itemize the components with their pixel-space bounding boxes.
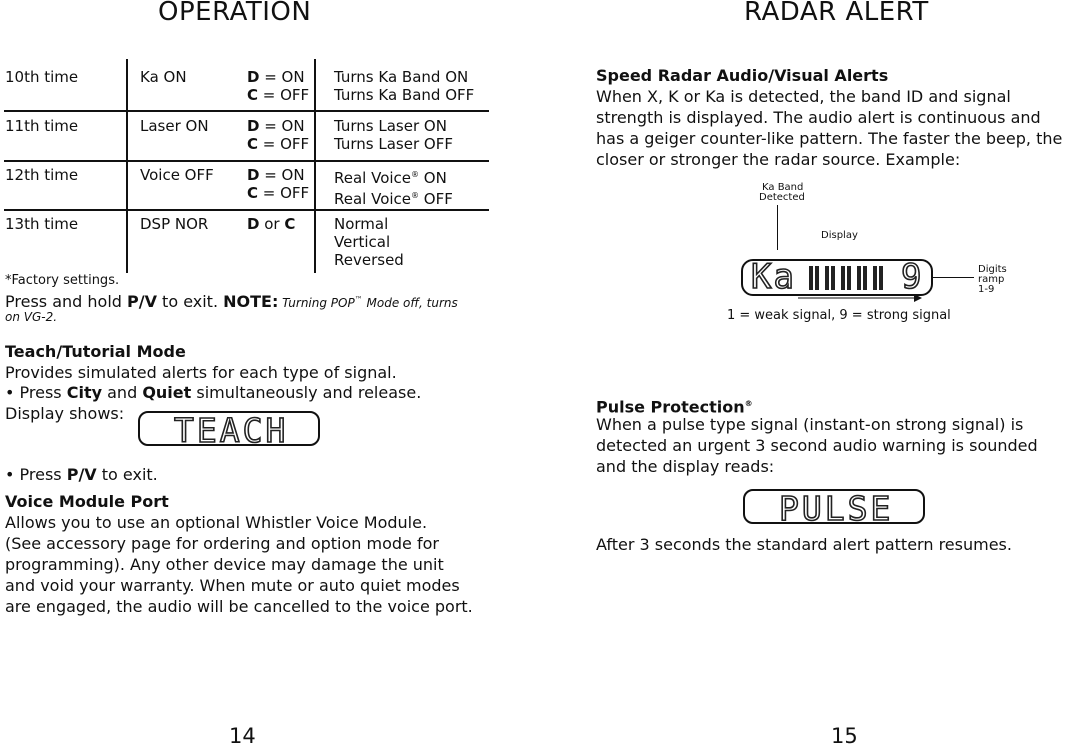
table-cell-time: 11th time (5, 117, 79, 135)
exit-key: P/V (127, 292, 157, 311)
result-off: Real Voice (334, 190, 412, 208)
pulse-after: After 3 seconds the standard alert pattern resumes. (596, 535, 1012, 554)
label-display: Display (821, 230, 858, 241)
speed-line: strength is displayed. The audio alert is continuous and (596, 108, 1041, 127)
exit-note (5, 289, 495, 314)
voice-line: are engaged, the audio will be cancelled to the voice port. (5, 597, 473, 616)
city-key: City (66, 383, 103, 402)
voice-line: and void your warranty. When mute or auto quiet modes (5, 576, 460, 595)
bullet-text: simultaneously and release. (191, 383, 422, 402)
label-ka-band: Ka Band (762, 182, 804, 193)
signal-caption: 1 = weak signal, 9 = strong signal (727, 308, 951, 323)
key-d: D (247, 117, 260, 135)
trademark-mark: ™ (354, 295, 363, 304)
signal-bar (873, 266, 877, 290)
table-cell-mode: DSP NOR (140, 215, 209, 233)
result-on-tail: ON (419, 169, 447, 187)
result-vertical: Vertical (334, 233, 391, 251)
speed-heading: Speed Radar Audio/Visual Alerts (596, 66, 889, 85)
signal-bar (841, 266, 845, 290)
signal-bar (825, 266, 829, 290)
table-row-divider (4, 209, 489, 211)
table-cell-keys (247, 68, 309, 104)
voice-line: (See accessory page for ordering and option mode for (5, 534, 439, 553)
key-action: or (259, 215, 285, 233)
key-d: D (247, 166, 260, 184)
signal-display (741, 259, 933, 296)
signal-bar (857, 266, 861, 290)
exit-note-pre: Press and hold (5, 292, 127, 311)
table-divider (126, 59, 128, 273)
result-on: Turns Laser ON (334, 117, 447, 135)
pulse-display-text: PULSE (779, 489, 894, 528)
signal-bar (847, 266, 851, 290)
signal-bar (863, 266, 867, 290)
key-c: C (247, 184, 259, 202)
ramp-arrow (798, 293, 922, 303)
registered-mark: ® (744, 399, 753, 408)
right-page-number: 15 (831, 724, 858, 748)
exit-note-mid: to exit. (156, 292, 224, 311)
key-action: = OFF (258, 86, 310, 104)
connector-line (933, 277, 974, 278)
note-text: Mode off, turns (362, 296, 458, 310)
result-normal: Normal (334, 215, 389, 233)
signal-bar (809, 266, 813, 290)
key-d: D (247, 215, 260, 233)
result-on: Turns Ka Band ON (334, 68, 469, 86)
key-c: C (284, 215, 296, 233)
result-off-tail: OFF (419, 190, 453, 208)
table-cell-time: 13th time (5, 215, 79, 233)
registered-mark: ® (411, 170, 420, 179)
label-digits: Digits (978, 264, 1007, 275)
registered-mark: ® (411, 191, 420, 200)
signal-bar (879, 266, 883, 290)
pulse-line: detected an urgent 3 second audio warning is sounded (596, 436, 1038, 455)
bullet-text: • Press (5, 465, 67, 484)
teach-description: Provides simulated alerts for each type of signal. (5, 363, 397, 382)
pulse-line: When a pulse type signal (instant-on strong signal) is (596, 415, 1024, 434)
table-cell-keys (247, 117, 309, 153)
bullet-text: and (102, 383, 143, 402)
left-page-title: OPERATION (158, 0, 312, 27)
voice-heading: Voice Module Port (5, 492, 169, 511)
label-range: 1-9 (978, 284, 995, 295)
table-divider (314, 59, 316, 273)
voice-line: programming). Any other device may damage the unit (5, 555, 444, 574)
key-action: = ON (259, 166, 305, 184)
label-detected: Detected (759, 192, 805, 203)
teach-heading: Teach/Tutorial Mode (5, 342, 186, 361)
teach-bullet-1 (5, 382, 421, 403)
table-cell-mode: Laser ON (140, 117, 209, 135)
result-off: Turns Ka Band OFF (334, 86, 475, 104)
bullet-text: • Press (5, 383, 67, 402)
pulse-heading-text: Pulse Protection (596, 397, 745, 417)
speed-line: closer or stronger the radar source. Example: (596, 150, 961, 169)
speed-line: When X, K or Ka is detected, the band ID and signal (596, 87, 1011, 106)
pulse-line: and the display reads: (596, 457, 775, 476)
voice-line: Allows you to use an optional Whistler Voice Module. (5, 513, 428, 532)
right-page-title: RADAR ALERT (744, 0, 929, 27)
table-row-divider (4, 160, 489, 162)
note-label: NOTE: (223, 292, 279, 311)
quiet-key: Quiet (142, 383, 192, 402)
table-cell-mode: Ka ON (140, 68, 187, 86)
result-reversed: Reversed (334, 251, 404, 269)
key-action: = ON (259, 117, 305, 135)
table-cell-keys (247, 215, 295, 233)
pv-key: P/V (66, 465, 97, 484)
table-cell-keys (247, 166, 309, 202)
teach-display (138, 411, 320, 450)
signal-bar (831, 266, 835, 290)
table-cell-result (334, 166, 453, 208)
key-d: D (247, 68, 260, 86)
table-row-divider (4, 110, 489, 112)
note-text-cont: on VG-2. (5, 310, 58, 324)
teach-display-text: TEACH (174, 411, 289, 450)
key-c: C (247, 135, 259, 153)
table-cell-result (334, 215, 404, 269)
left-page-number: 14 (229, 724, 256, 748)
bullet-text: to exit. (96, 465, 158, 484)
label-ramp: ramp (978, 274, 1005, 285)
pulse-display (743, 489, 925, 528)
signal-bar (815, 266, 819, 290)
table-cell-mode: Voice OFF (140, 166, 214, 184)
signal-digit-text: 9 (901, 257, 922, 297)
pointer-line (777, 205, 778, 250)
result-on: Real Voice (334, 169, 412, 187)
key-action: = ON (259, 68, 305, 86)
note-text: Turning POP (278, 296, 355, 310)
key-action: = OFF (258, 135, 310, 153)
teach-bullet-2 (5, 464, 158, 485)
table-cell-result (334, 68, 474, 104)
display-shows-label: Display shows: (5, 404, 125, 423)
key-action: = OFF (258, 184, 310, 202)
result-off: Turns Laser OFF (334, 135, 453, 153)
footnote: *Factory settings. (5, 273, 120, 288)
table-cell-result (334, 117, 453, 153)
table-cell-time: 12th time (5, 166, 79, 184)
speed-line: has a geiger counter-like pattern. The faster the beep, the (596, 129, 1063, 148)
table-cell-time: 10th time (5, 68, 79, 86)
key-c: C (247, 86, 259, 104)
signal-band-text: Ka (751, 257, 796, 297)
